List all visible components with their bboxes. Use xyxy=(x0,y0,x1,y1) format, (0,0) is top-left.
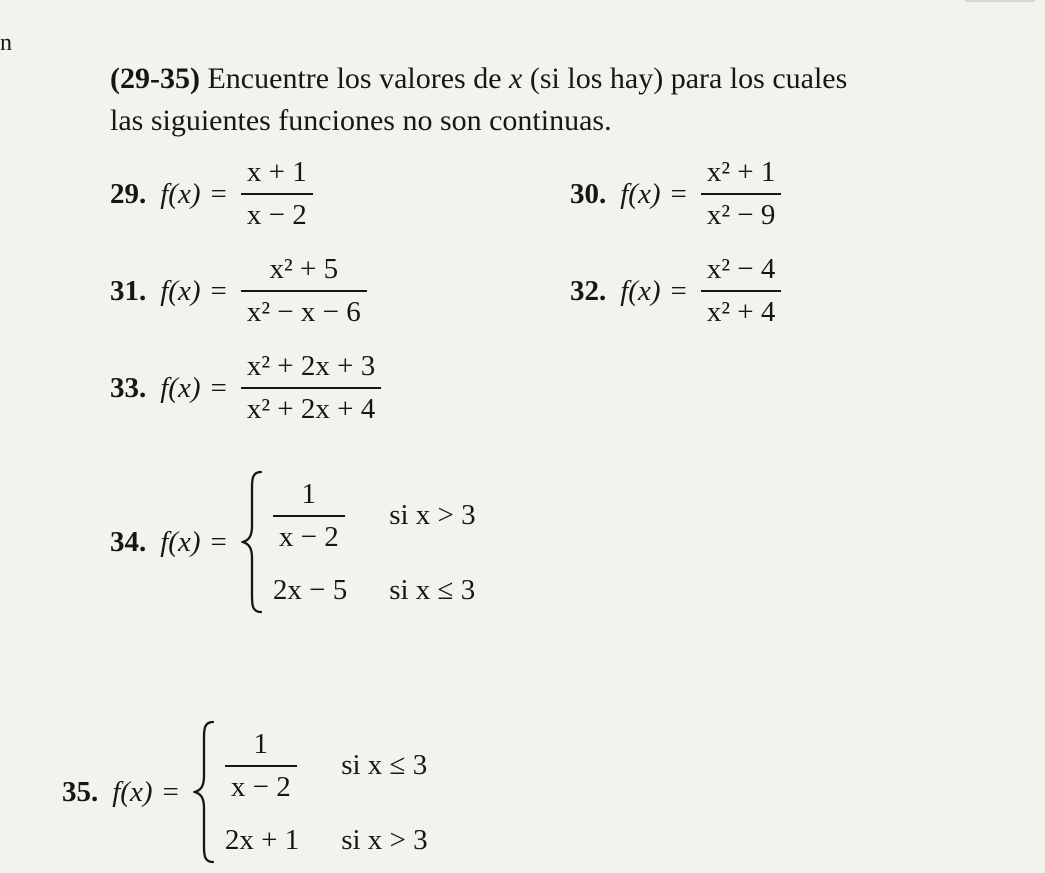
case-value-2: 2x + 1 xyxy=(224,823,300,856)
instructions-before-variable: Encuentre los valores de xyxy=(199,62,510,95)
numerator: x² + 5 xyxy=(269,253,339,285)
piecewise-function xyxy=(193,720,428,864)
top-edge-rule xyxy=(965,0,1035,2)
piecewise-function xyxy=(241,470,476,614)
case-value-1 xyxy=(273,477,347,553)
problem-29 xyxy=(110,158,313,230)
problem-number: 29. xyxy=(110,177,147,210)
problem-32 xyxy=(570,255,781,327)
denominator: x² + 2x + 4 xyxy=(241,387,381,424)
problem-number: 35. xyxy=(62,775,99,808)
problem-34 xyxy=(110,470,476,614)
exercise-range: (29-35) xyxy=(110,62,200,95)
piecewise-cases xyxy=(272,477,476,606)
problem-number: 30. xyxy=(570,177,607,210)
exercise-instructions xyxy=(110,58,1000,142)
function-label: f(x) xyxy=(160,371,201,404)
denominator: x² − x − 6 xyxy=(241,290,367,327)
case-condition-2: si x > 3 xyxy=(341,823,428,856)
function-label: f(x) xyxy=(112,775,153,808)
left-brace xyxy=(241,470,265,614)
instructions-variable: x xyxy=(509,62,523,95)
equals-sign: = xyxy=(670,177,687,210)
case-condition-1: si x > 3 xyxy=(389,499,476,531)
problem-31 xyxy=(110,255,367,327)
denominator: x² − 9 xyxy=(701,193,782,230)
equals-sign: = xyxy=(210,371,227,404)
denominator: x − 2 xyxy=(273,515,345,552)
numerator: 1 xyxy=(301,477,317,510)
denominator: x − 2 xyxy=(241,193,313,230)
numerator: x² + 1 xyxy=(706,156,776,188)
problem-number: 32. xyxy=(570,274,607,307)
rational-function xyxy=(701,158,782,230)
rational-function xyxy=(241,352,381,424)
case-value-2: 2x − 5 xyxy=(272,573,348,606)
instructions-line-2: las siguientes funciones no son continuas. xyxy=(110,104,612,137)
equals-sign: = xyxy=(670,274,687,307)
instructions-after-variable: (si los hay) para los cuales xyxy=(522,62,848,95)
numerator: 1 xyxy=(253,727,269,760)
problem-number: 31. xyxy=(110,274,147,307)
cut-off-margin-letter: n xyxy=(0,30,12,56)
function-label: f(x) xyxy=(160,177,201,210)
piecewise-cases xyxy=(224,727,428,856)
function-label: f(x) xyxy=(620,274,661,307)
function-label: f(x) xyxy=(620,177,661,210)
equals-sign: = xyxy=(210,177,227,210)
rational-function xyxy=(701,255,782,327)
equals-sign: = xyxy=(210,274,227,307)
numerator: x² − 4 xyxy=(706,253,776,285)
numerator: x² + 2x + 3 xyxy=(246,350,376,382)
problem-33 xyxy=(110,352,381,424)
rational-function xyxy=(241,158,313,230)
problem-30 xyxy=(570,158,781,230)
problem-number: 34. xyxy=(110,525,147,558)
function-label: f(x) xyxy=(160,274,201,307)
equals-sign: = xyxy=(162,775,179,808)
denominator: x² + 4 xyxy=(701,290,782,327)
rational-function xyxy=(241,255,367,327)
case-condition-1: si x ≤ 3 xyxy=(341,749,428,781)
case-condition-2: si x ≤ 3 xyxy=(389,573,476,606)
denominator: x − 2 xyxy=(225,765,297,802)
case-value-1 xyxy=(225,727,299,803)
problem-number: 33. xyxy=(110,371,147,404)
problem-35 xyxy=(62,720,428,864)
left-brace xyxy=(193,720,217,864)
equals-sign: = xyxy=(210,525,227,558)
case-fraction xyxy=(273,477,345,553)
function-label: f(x) xyxy=(160,525,201,558)
numerator: x + 1 xyxy=(246,156,307,188)
case-fraction xyxy=(225,727,297,803)
instructions-line-1 xyxy=(110,58,1000,100)
